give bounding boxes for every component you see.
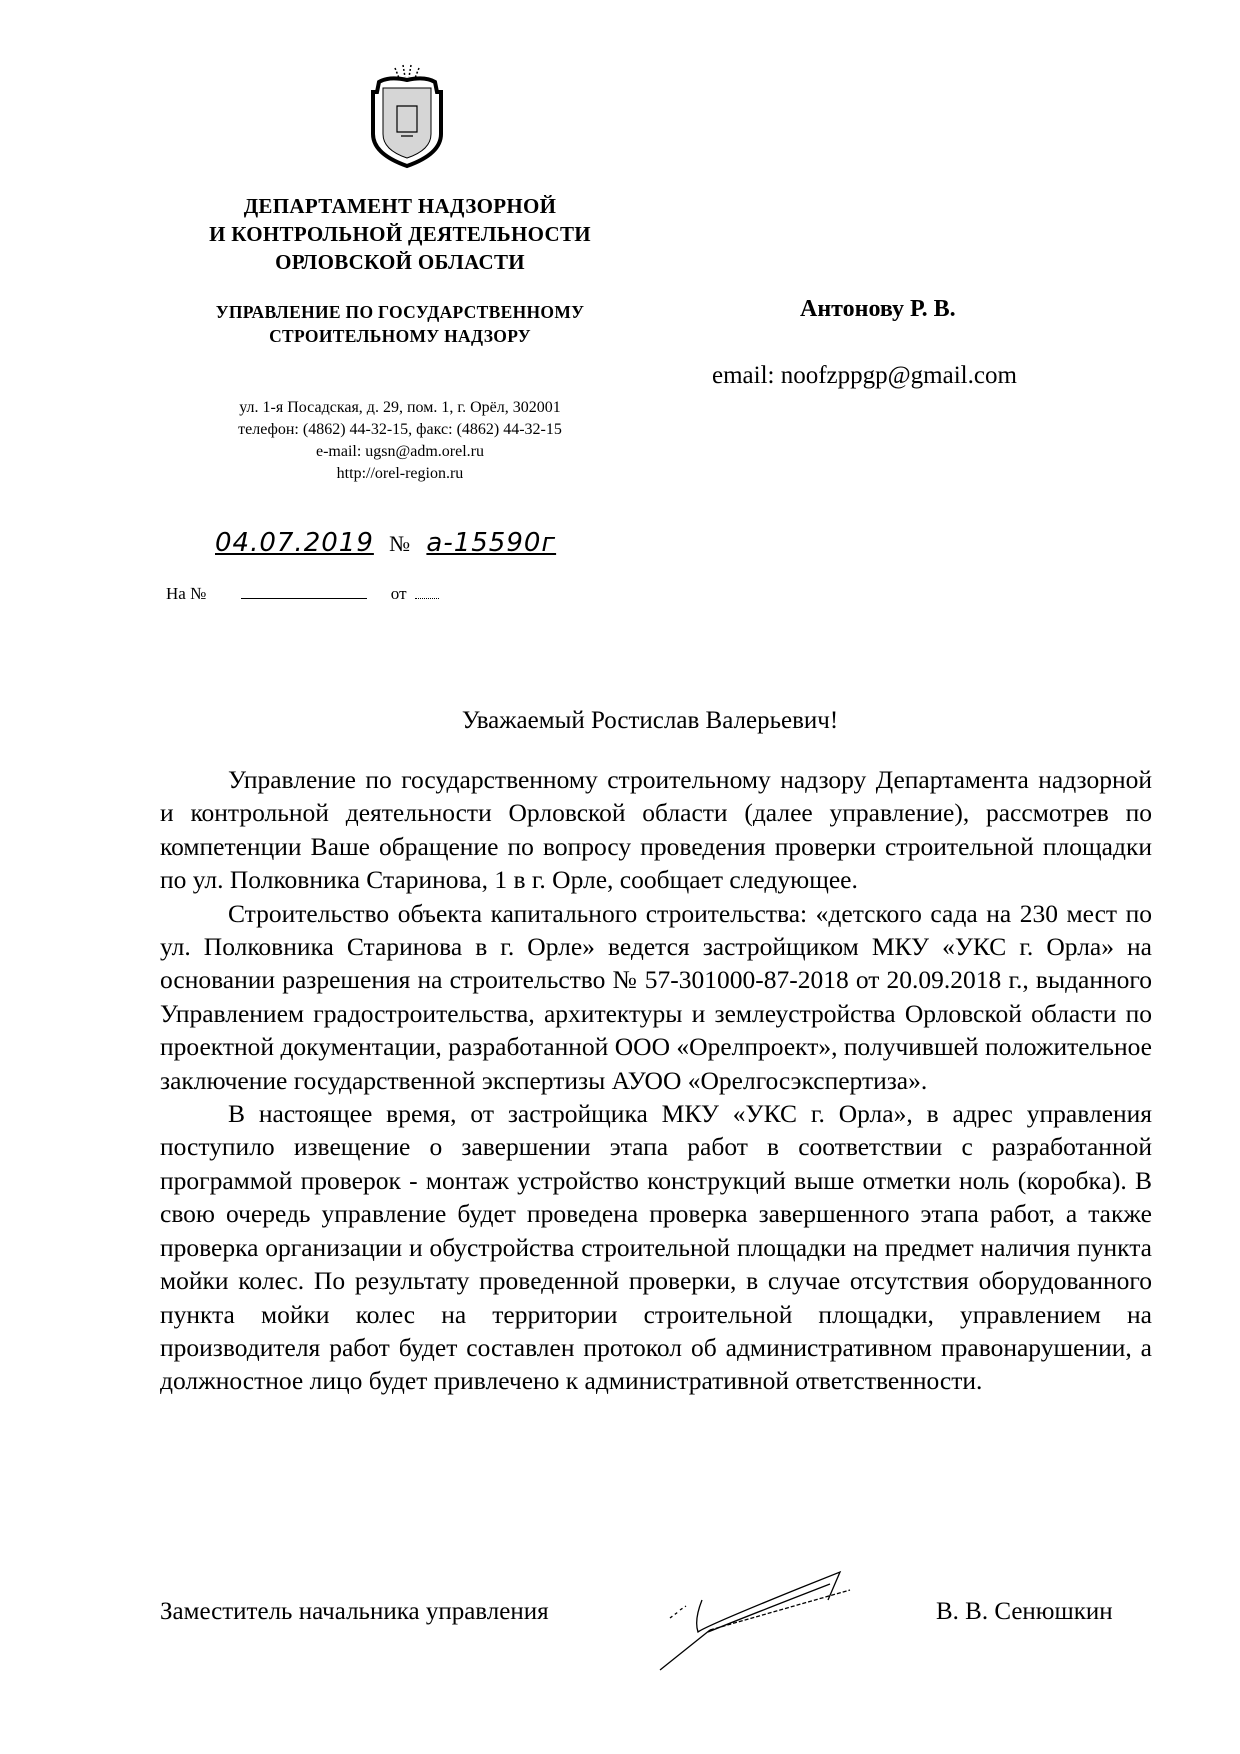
coat-of-arms-icon <box>365 62 449 170</box>
department-name: ДЕПАРТАМЕНТ НАДЗОРНОЙ И КОНТРОЛЬНОЙ ДЕЯТЕЛЬНОСТИ ОРЛОВСКОЙ ОБЛАСТИ <box>209 194 591 274</box>
reference-line <box>166 584 439 604</box>
sender-website: http://orel-region.ru <box>336 465 464 482</box>
recipient-name: Антонову Р. В. <box>800 296 956 322</box>
registration-line <box>215 528 556 558</box>
letter-body <box>160 763 1152 1398</box>
sender-phone-fax: телефон: (4862) 44-32-15, факс: (4862) 44-32-15 <box>238 421 562 438</box>
signatory-title: Заместитель начальника управления <box>160 1598 549 1625</box>
sender-address: ул. 1-я Посадская, д. 29, пом. 1, г. Орёл, 302001 <box>239 399 561 416</box>
body-paragraph: В настоящее время, от застройщика МКУ «УКС г. Орла», в адрес управления поступило извещение о завершении этапа работ в соответствии с разработанной программой проверок - монтаж устройство конструкций выше отметки ноль (коробка). В свою очередь управление будет проведена проверка завершенного этапа работ, а также проверка организации и обустройства строительной площадки на предмет наличия пункта мойки колес. По результату проведенной проверки, в случае отсутствия оборудованного пункта мойки колес на территории строительной площадки, управлением на производителя работ будет составлен протокол об административном правонарушении, а должностное лицо будет привлечено к административной ответственности. <box>160 1099 1152 1396</box>
handwritten-signature-icon <box>650 1560 900 1680</box>
sender-email: e-mail: ugsn@adm.orel.ru <box>315 443 485 460</box>
registration-number: а-15590г <box>426 528 557 558</box>
recipient-email: email: noofzppgp@gmail.com <box>712 362 1017 389</box>
sender-contacts <box>160 397 640 485</box>
greeting: Уважаемый Ростислав Валерьевич! <box>461 707 839 734</box>
reference-number-blank <box>241 584 367 599</box>
reference-from-label: от <box>390 584 407 603</box>
reference-label: На № <box>166 584 207 603</box>
reference-date-blank <box>415 586 439 599</box>
number-sign: № <box>389 531 412 556</box>
body-paragraph: Управление по государственному строительному надзору Департамента надзорной и контрольной деятельности Орловской области (далее управление), рассмотрев по компетенции Ваше обращение по вопросу проведения проверки строительной площадки по ул. Полковника Старинова, 1 в г. Орле, сообщает следующее. <box>160 765 1152 895</box>
division-name: УПРАВЛЕНИЕ ПО ГОСУДАРСТВЕННОМУ СТРОИТЕЛЬНОМУ НАДЗОРУ <box>215 302 585 346</box>
registration-date: 04.07.2019 <box>215 528 374 558</box>
body-paragraph: Строительство объекта капитального строительства: «детского сада на 230 мест по ул. Полковника Старинова в г. Орле» ведется застройщиком МКУ «УКС г. Орла» на основании разрешения на строительство № 57-301000-87-2018 от 20.09.2018 г., выданного Управлением градостроительства, архитектуры и землеустройства Орловской области по проектной документации, разработанной ООО «Орелпроект», получившей положительное заключение государственной экспертизы АУОО «Орелгосэкспертиза». <box>160 898 1152 1095</box>
signatory-name: В. В. Сенюшкин <box>936 1598 1113 1625</box>
